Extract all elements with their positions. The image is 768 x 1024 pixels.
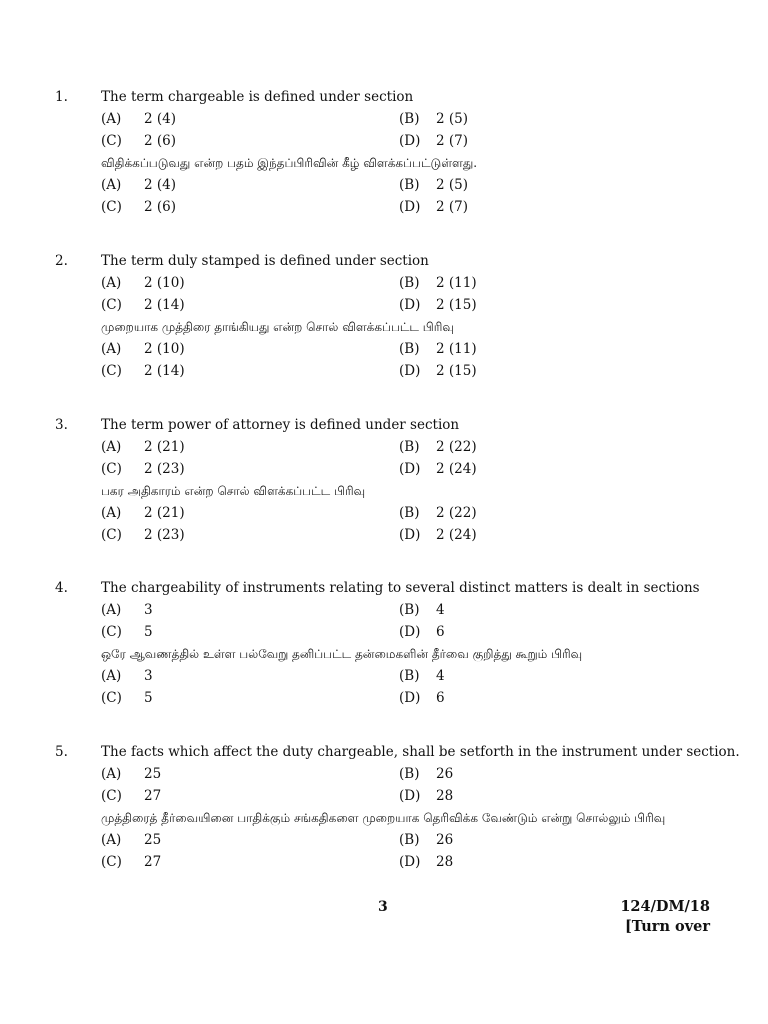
option-value: 3 bbox=[144, 668, 153, 684]
option-value: 2 (24) bbox=[436, 527, 477, 543]
option-value: 2 (6) bbox=[144, 133, 177, 149]
option-label: (B) bbox=[399, 275, 420, 291]
option-value: 4 bbox=[436, 668, 445, 684]
option-label: (C) bbox=[101, 133, 122, 149]
option-row bbox=[0, 764, 768, 784]
option-label: (B) bbox=[399, 177, 420, 193]
option-row bbox=[0, 830, 768, 850]
question-stem: The term duly stamped is defined under section bbox=[101, 253, 429, 269]
question-number: 3. bbox=[55, 417, 68, 433]
question-stem-tamil: பகர அதிகாரம் என்ற சொல் விளக்கப்பட்ட பிரிவு bbox=[101, 484, 366, 498]
option-label: (D) bbox=[399, 297, 421, 313]
option-label: (C) bbox=[101, 788, 122, 804]
option-value: 4 bbox=[436, 602, 445, 618]
question-stem-tamil: விதிக்கப்படுவது என்ற பதம் இந்தப்பிரிவின் கீழ் விளக்கப்பட்டுள்ளது. bbox=[101, 156, 478, 170]
option-row bbox=[0, 361, 768, 381]
option-label: (B) bbox=[399, 832, 420, 848]
option-value: 6 bbox=[436, 690, 445, 706]
option-label: (D) bbox=[399, 199, 421, 215]
question-stem: The term power of attorney is defined under section bbox=[101, 417, 460, 433]
option-label: (D) bbox=[399, 527, 421, 543]
option-label: (D) bbox=[399, 624, 421, 640]
option-value: 2 (7) bbox=[436, 199, 469, 215]
option-value: 2 (14) bbox=[144, 297, 185, 313]
option-value: 2 (10) bbox=[144, 341, 185, 357]
option-row bbox=[0, 131, 768, 151]
option-value: 27 bbox=[144, 788, 162, 804]
option-label: (A) bbox=[101, 341, 122, 357]
option-label: (C) bbox=[101, 461, 122, 477]
question-number: 5. bbox=[55, 744, 68, 760]
option-label: (B) bbox=[399, 602, 420, 618]
option-label: (A) bbox=[101, 668, 122, 684]
option-value: 2 (24) bbox=[436, 461, 477, 477]
option-value: 6 bbox=[436, 624, 445, 640]
option-value: 28 bbox=[436, 854, 454, 870]
option-value: 2 (15) bbox=[436, 363, 477, 379]
option-value: 2 (11) bbox=[436, 275, 477, 291]
option-label: (A) bbox=[101, 766, 122, 782]
footer-code-block bbox=[620, 897, 710, 937]
option-label: (D) bbox=[399, 461, 421, 477]
option-label: (B) bbox=[399, 668, 420, 684]
question-number: 2. bbox=[55, 253, 68, 269]
question-number: 1. bbox=[55, 89, 68, 105]
option-row bbox=[0, 295, 768, 315]
option-label: (A) bbox=[101, 602, 122, 618]
option-value: 2 (10) bbox=[144, 275, 185, 291]
option-label: (D) bbox=[399, 788, 421, 804]
option-label: (A) bbox=[101, 177, 122, 193]
option-value: 2 (11) bbox=[436, 341, 477, 357]
option-value: 5 bbox=[144, 690, 153, 706]
option-value: 25 bbox=[144, 832, 162, 848]
option-label: (D) bbox=[399, 854, 421, 870]
question-stem-tamil: முறையாக முத்திரை தாங்கியது என்ற சொல் விளக்கப்பட்ட பிரிவு bbox=[101, 320, 454, 334]
option-label: (B) bbox=[399, 505, 420, 521]
option-row bbox=[0, 503, 768, 523]
option-label: (C) bbox=[101, 199, 122, 215]
page-number: 3 bbox=[378, 899, 388, 915]
option-value: 26 bbox=[436, 766, 454, 782]
option-label: (D) bbox=[399, 363, 421, 379]
option-label: (B) bbox=[399, 341, 420, 357]
option-value: 2 (4) bbox=[144, 111, 177, 127]
option-value: 28 bbox=[436, 788, 454, 804]
option-row bbox=[0, 175, 768, 195]
option-label: (A) bbox=[101, 111, 122, 127]
option-value: 3 bbox=[144, 602, 153, 618]
option-value: 2 (21) bbox=[144, 505, 185, 521]
option-label: (A) bbox=[101, 275, 122, 291]
option-value: 2 (4) bbox=[144, 177, 177, 193]
question-stem: The term chargeable is defined under section bbox=[101, 89, 414, 105]
option-label: (B) bbox=[399, 439, 420, 455]
question-stem-tamil: முத்திரைத் தீர்வையினை பாதிக்கும் சங்கதிகளை முறையாக தெரிவிக்க வேண்டும் என்று சொல்லும் பிரிவு bbox=[101, 811, 666, 825]
option-value: 2 (22) bbox=[436, 439, 477, 455]
option-label: (C) bbox=[101, 854, 122, 870]
question-number: 4. bbox=[55, 580, 68, 596]
option-label: (C) bbox=[101, 624, 122, 640]
option-value: 2 (23) bbox=[144, 527, 185, 543]
option-value: 5 bbox=[144, 624, 153, 640]
option-label: (D) bbox=[399, 133, 421, 149]
option-value: 2 (14) bbox=[144, 363, 185, 379]
option-row bbox=[0, 437, 768, 457]
option-row bbox=[0, 197, 768, 217]
option-value: 2 (6) bbox=[144, 199, 177, 215]
question-stem-tamil: ஒரே ஆவணத்தில் உள்ள பல்வேறு தனிப்பட்ட தன்மைகளின் தீர்வை குறித்து கூறும் பிரிவு bbox=[101, 647, 583, 661]
option-row bbox=[0, 852, 768, 872]
paper-code: 124/DM/18 bbox=[620, 898, 710, 915]
option-label: (A) bbox=[101, 832, 122, 848]
turn-over-note: [Turn over bbox=[624, 918, 710, 935]
option-value: 25 bbox=[144, 766, 162, 782]
option-row bbox=[0, 666, 768, 686]
option-value: 27 bbox=[144, 854, 162, 870]
option-label: (B) bbox=[399, 111, 420, 127]
option-row bbox=[0, 600, 768, 620]
option-row bbox=[0, 786, 768, 806]
option-label: (C) bbox=[101, 363, 122, 379]
option-row bbox=[0, 622, 768, 642]
option-value: 2 (21) bbox=[144, 439, 185, 455]
option-row bbox=[0, 459, 768, 479]
option-value: 2 (7) bbox=[436, 133, 469, 149]
option-value: 2 (22) bbox=[436, 505, 477, 521]
option-label: (D) bbox=[399, 690, 421, 706]
question-stem: The facts which affect the duty chargeable, shall be setforth in the instrument under section. bbox=[101, 744, 740, 760]
option-value: 26 bbox=[436, 832, 454, 848]
option-row bbox=[0, 273, 768, 293]
option-label: (C) bbox=[101, 297, 122, 313]
option-label: (A) bbox=[101, 505, 122, 521]
option-row bbox=[0, 339, 768, 359]
option-row bbox=[0, 525, 768, 545]
option-value: 2 (5) bbox=[436, 111, 469, 127]
option-label: (A) bbox=[101, 439, 122, 455]
option-row bbox=[0, 109, 768, 129]
option-label: (B) bbox=[399, 766, 420, 782]
option-label: (C) bbox=[101, 527, 122, 543]
option-row bbox=[0, 688, 768, 708]
option-label: (C) bbox=[101, 690, 122, 706]
option-value: 2 (23) bbox=[144, 461, 185, 477]
option-value: 2 (15) bbox=[436, 297, 477, 313]
question-stem: The chargeability of instruments relating to several distinct matters is dealt in sections bbox=[101, 580, 700, 596]
option-value: 2 (5) bbox=[436, 177, 469, 193]
